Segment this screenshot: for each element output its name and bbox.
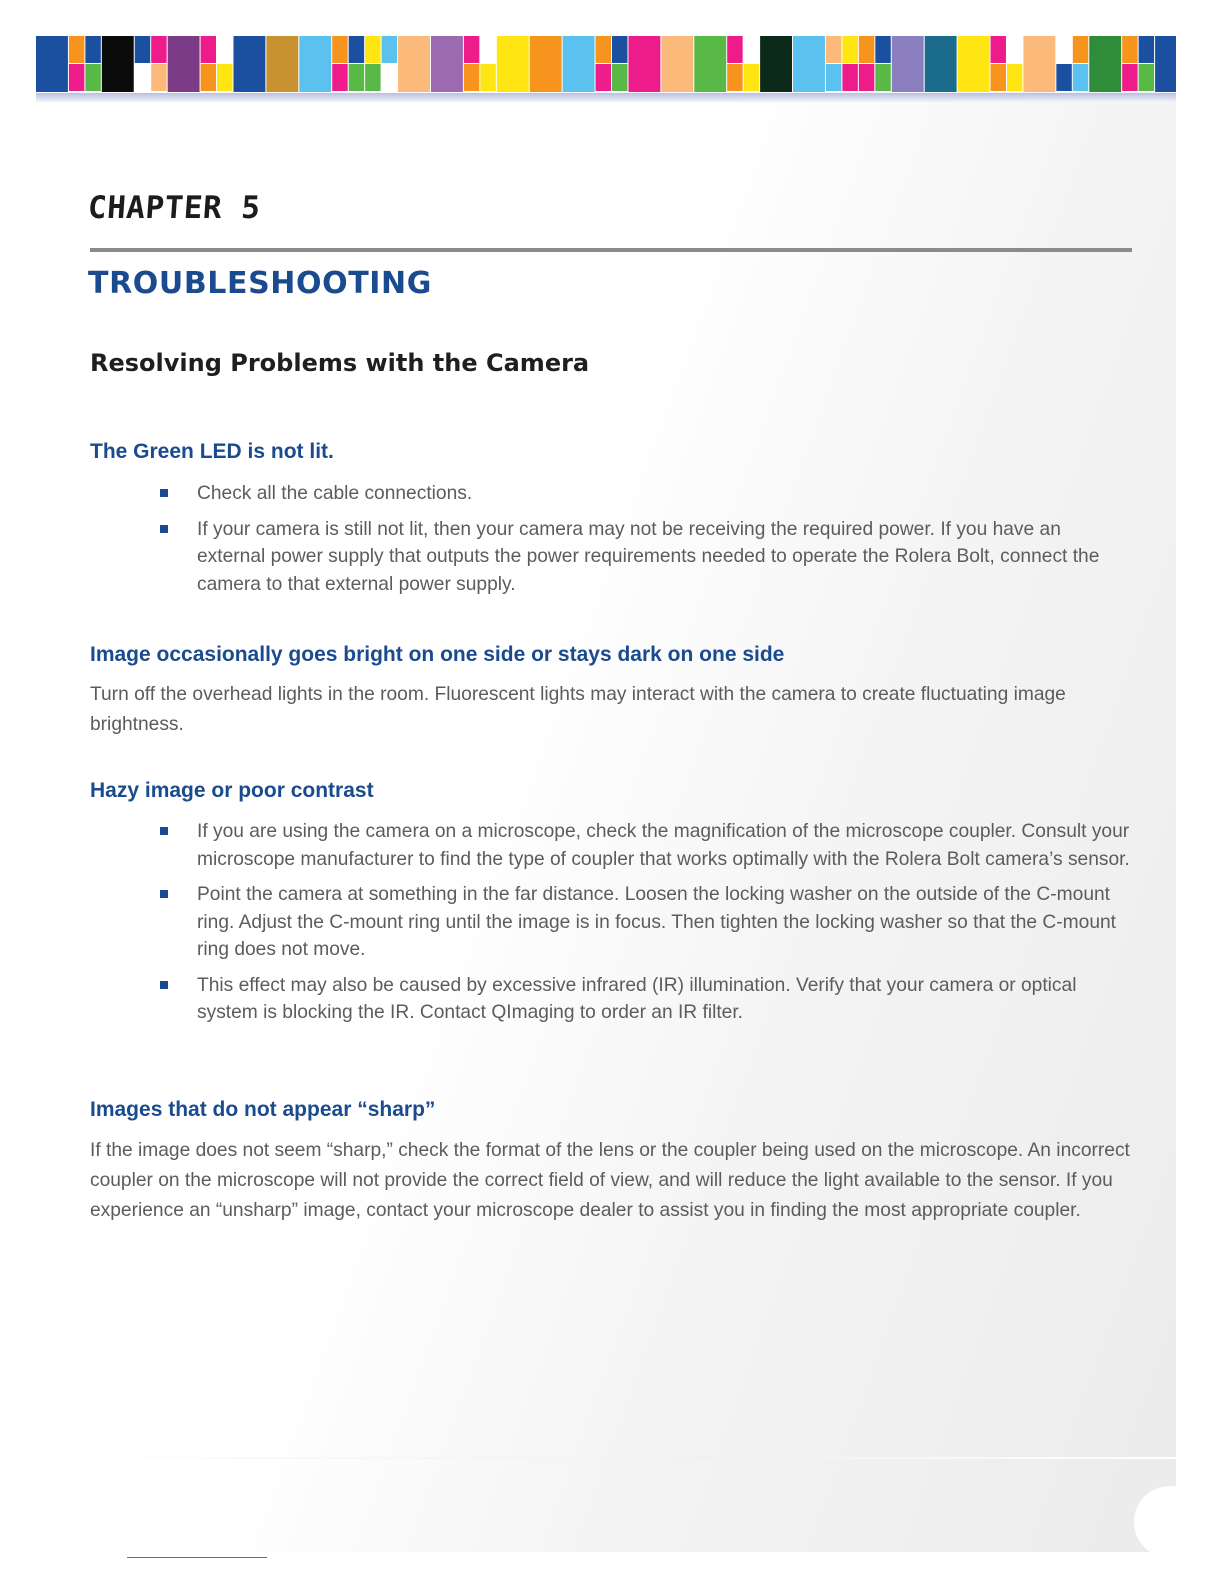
microscopy-mosaic-banner — [36, 36, 1188, 92]
microscopy-mosaic-image — [36, 36, 1188, 92]
chapter-label: CHAPTER 5 — [86, 190, 262, 226]
list-item — [160, 516, 1130, 599]
bright-side-body: Turn off the overhead lights in the room. Fluorescent lights may interact with the camera to create fluctuating image brightness. — [90, 684, 1066, 735]
topic-heading-hazy-image: Hazy image or poor contrast — [90, 779, 374, 802]
square-bullet-icon — [160, 827, 168, 835]
footer-divider — [36, 1457, 1176, 1459]
square-bullet-icon — [160, 890, 168, 898]
topic-heading-not-sharp: Images that do not appear “sharp” — [90, 1098, 436, 1121]
list-item — [160, 480, 1130, 508]
bullet-text: If your camera is still not lit, then your camera may not be receiving the required power. If you have an external power supply that outputs the power requirements needed to operate the Rolera Bolt, connect the camera to that external power supply. — [197, 518, 1100, 595]
bullet-text: Point the camera at something in the far distance. Loosen the locking washer on the outside of the C-mount ring. Adjust the C-mount ring until the image is in focus. Then tighten the locking washer so that the C-mount ring does not move. — [197, 884, 1117, 960]
green-led-bullet-list — [160, 480, 1130, 606]
bullet-text: This effect may also be caused by excessive infrared (IR) illumination. Verify that your camera or optical system is blocking the IR. Contact QImaging to order an IR filter. — [197, 974, 1077, 1023]
list-item — [160, 881, 1130, 964]
topic-heading-bright-side: Image occasionally goes bright on one side or stays dark on one side — [90, 643, 785, 666]
chapter-divider — [90, 248, 1132, 252]
hazy-image-bullet-list — [160, 818, 1130, 1035]
page-number-tab — [1134, 1486, 1206, 1558]
bullet-text: If you are using the camera on a microscope, check the magnification of the microscope coupler. Consult your microscope manufacturer to find the type of coupler that works optimally with the Rolera Bolt camera’s sensor. — [197, 821, 1130, 870]
list-item — [160, 818, 1130, 873]
bullet-text: Check all the cable connections. — [197, 483, 473, 504]
square-bullet-icon — [160, 525, 168, 533]
list-item — [160, 972, 1130, 1027]
section-heading: Resolving Problems with the Camera — [90, 349, 590, 377]
page-edge — [1176, 36, 1188, 1552]
banner-divider — [36, 93, 1188, 102]
square-bullet-icon — [160, 981, 168, 989]
square-bullet-icon — [160, 489, 168, 497]
topic-heading-green-led: The Green LED is not lit. — [90, 440, 334, 463]
bottom-link-underline — [127, 1557, 267, 1558]
chapter-title: TROUBLESHOOTING — [88, 266, 432, 301]
not-sharp-body: If the image does not seem “sharp,” check the format of the lens or the coupler being used on the microscope. An incorrect coupler on the microscope will not provide the correct field of view, and will reduce the light available to the sensor. If you experience an “unsharp” image, contact your microscope dealer to assist you in finding the most appropriate coupler. — [90, 1140, 1130, 1221]
